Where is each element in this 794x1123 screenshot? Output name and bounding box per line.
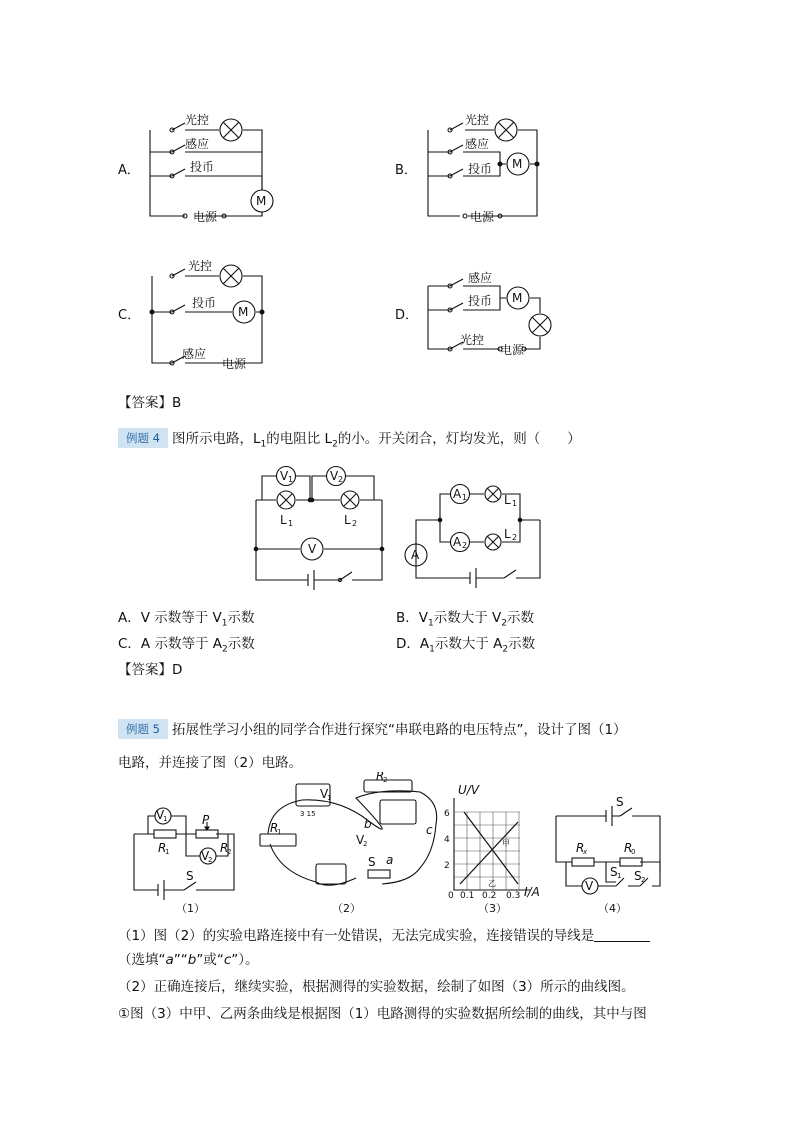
b-ganying-label: 感应 <box>465 137 490 151</box>
svg-text:1: 1 <box>327 794 332 802</box>
option-c-letter: C． <box>118 308 141 323</box>
svg-text:1: 1 <box>288 475 294 484</box>
c-guangkong-label: 光控 <box>188 259 213 273</box>
svg-text:1: 1 <box>512 499 518 508</box>
wire-a-label: a <box>386 853 394 867</box>
svg-text:2: 2 <box>208 856 213 864</box>
fig-label-1: （1） <box>176 902 205 915</box>
fig1-v1-label: V <box>156 808 165 822</box>
example-4-option-a: A．V 示数等于 $V_1$示数 <box>118 610 255 629</box>
b-dianyuan-label: 电源 <box>470 210 495 224</box>
answer-3: 【答案】B <box>118 395 182 411</box>
svg-text:2: 2 <box>512 533 518 542</box>
svg-text:2: 2 <box>383 776 388 784</box>
fig4-s2-label: S <box>634 869 642 883</box>
d-dianyuan-label: 电源 <box>500 343 525 357</box>
d-guangkong-label: 光控 <box>460 333 485 347</box>
a-meter-label: A <box>411 548 420 562</box>
circuit-options-figure <box>0 100 794 380</box>
answer-blank[interactable] <box>594 929 650 942</box>
c-motor-label: M <box>238 305 249 319</box>
example-5-tag: 例题 5 <box>118 719 168 739</box>
fig1-s-label: S <box>186 869 194 883</box>
svg-text:1: 1 <box>277 828 282 836</box>
c-toubi-label: 投币 <box>192 296 217 310</box>
curve-yi-label: 乙 <box>488 879 496 888</box>
example-5-q2: （2）正确连接后，继续实验，根据测得的实验数据，绘制了如图（3）所示的曲线图。 <box>118 979 635 995</box>
fig1-r1-label: R <box>158 841 167 855</box>
d-ganying-label: 感应 <box>468 271 493 285</box>
a-toubi-label: 投币 <box>190 160 215 174</box>
curve-jia-label: 甲 <box>502 839 510 848</box>
fig4-v-label: V <box>585 879 594 893</box>
graph-xtick-0-3: 0.3 <box>506 891 521 901</box>
example-5-line-2: 电路，并连接了图（2）电路。 <box>118 755 303 771</box>
graph-ytick-2: 2 <box>444 861 450 871</box>
l2-label: L <box>344 513 351 527</box>
graph-xtick-0-1: 0.1 <box>460 891 475 901</box>
svg-text:0: 0 <box>631 848 636 856</box>
right-l1-label: L <box>504 493 511 507</box>
answer-4: 【答案】D <box>118 662 183 678</box>
v1-meter-label: V <box>280 469 289 483</box>
example-4-option-b: B．$V_1$示数大于 $V_2$示数 <box>396 610 534 629</box>
svg-text:1: 1 <box>288 519 294 528</box>
svg-text:1: 1 <box>617 872 622 880</box>
wire-b-label: b <box>364 817 372 831</box>
fig-label-4: （4） <box>598 902 627 915</box>
example-5-figures <box>120 772 680 918</box>
svg-text:2: 2 <box>338 475 344 484</box>
b-guangkong-label: 光控 <box>465 113 490 127</box>
svg-text:2: 2 <box>352 519 358 528</box>
svg-text:2: 2 <box>227 848 232 856</box>
graph-x-label: I/A <box>524 885 540 899</box>
fig2-s-label: S <box>368 855 376 869</box>
v-meter-label: V <box>308 542 317 556</box>
svg-text:1: 1 <box>165 848 170 856</box>
fig4-s1-label: S <box>610 865 618 879</box>
d-toubi-label: 投币 <box>468 294 493 308</box>
fig-label-3: （3） <box>478 902 507 915</box>
option-b-letter: B． <box>395 163 417 178</box>
fig1-r2-label: R <box>220 841 229 855</box>
fig4-rx-label: R <box>576 841 585 855</box>
graph-ytick-6: 6 <box>444 809 450 819</box>
l1-label: L <box>280 513 287 527</box>
fig-label-2: （2） <box>332 902 361 915</box>
example-4-option-d: D．$A_1$示数大于 $A_2$示数 <box>396 636 536 655</box>
svg-text:2: 2 <box>363 840 368 848</box>
fig2-r2-label: R <box>376 772 385 783</box>
fig2-scale-label: 3 15 <box>300 810 316 818</box>
example-4-option-c: C．A 示数等于 $A_2$示数 <box>118 636 255 655</box>
a-guangkong-label: 光控 <box>185 113 210 127</box>
fig4-s-label: S <box>616 795 624 809</box>
wire-c-label: c <box>426 823 433 837</box>
example-5-line-1: 例题 5 拓展性学习小组的同学合作进行探究“串联电路的电压特点”，设计了图（1） <box>118 718 627 739</box>
fig2-r1-label: R <box>270 821 279 835</box>
c-ganying-label: 感应 <box>182 347 207 361</box>
graph-y-label: U/V <box>458 783 480 797</box>
b-toubi-label: 投币 <box>468 162 493 176</box>
graph-xtick-0-2: 0.2 <box>482 891 497 901</box>
fig2-v2-label: V <box>356 833 365 847</box>
a2-meter-label: A <box>453 535 462 549</box>
example-4-question: 例题 4 图所示电路，$L_1$的电阻比 $L_2$的小。开关闭合，灯均发光，则（ ） <box>118 427 581 450</box>
svg-text:2: 2 <box>462 541 468 550</box>
graph-ytick-4: 4 <box>444 835 450 845</box>
example-4-tag: 例题 4 <box>118 428 168 448</box>
svg-text:x: x <box>583 848 588 856</box>
fig4-r0-label: R <box>624 841 633 855</box>
example-5-q1: （1）图（2）的实验电路连接中有一处错误，无法完成实验，连接错误的导线是 <box>118 924 650 944</box>
svg-text:2: 2 <box>641 876 646 884</box>
example-5-q1-choices: （选填“a”“b”或“c”）。 <box>118 952 259 968</box>
svg-text:1: 1 <box>462 493 468 502</box>
fig1-v2-label: V <box>201 849 210 863</box>
a-ganying-label: 感应 <box>185 137 210 151</box>
option-a-letter: A． <box>118 163 140 178</box>
svg-text:1: 1 <box>163 815 168 823</box>
graph-xtick-0: 0 <box>448 891 454 901</box>
b-motor-label: M <box>512 157 523 171</box>
a1-meter-label: A <box>453 487 462 501</box>
example-4-circuits <box>240 460 560 590</box>
d-motor-label: M <box>512 291 523 305</box>
a-motor-label: M <box>256 194 267 208</box>
a-dianyuan-label: 电源 <box>193 210 218 224</box>
fig2-v1-label: V <box>320 787 329 801</box>
right-l2-label: L <box>504 527 511 541</box>
fig1-p-label: P <box>202 813 210 827</box>
example-5-q3: ①图（3）中甲、乙两条曲线是根据图（1）电路测得的实验数据所绘制的曲线，其中与图 <box>118 1006 647 1022</box>
v2-meter-label: V <box>330 469 339 483</box>
c-dianyuan-label: 电源 <box>222 357 247 371</box>
option-d-letter: D． <box>395 308 419 323</box>
